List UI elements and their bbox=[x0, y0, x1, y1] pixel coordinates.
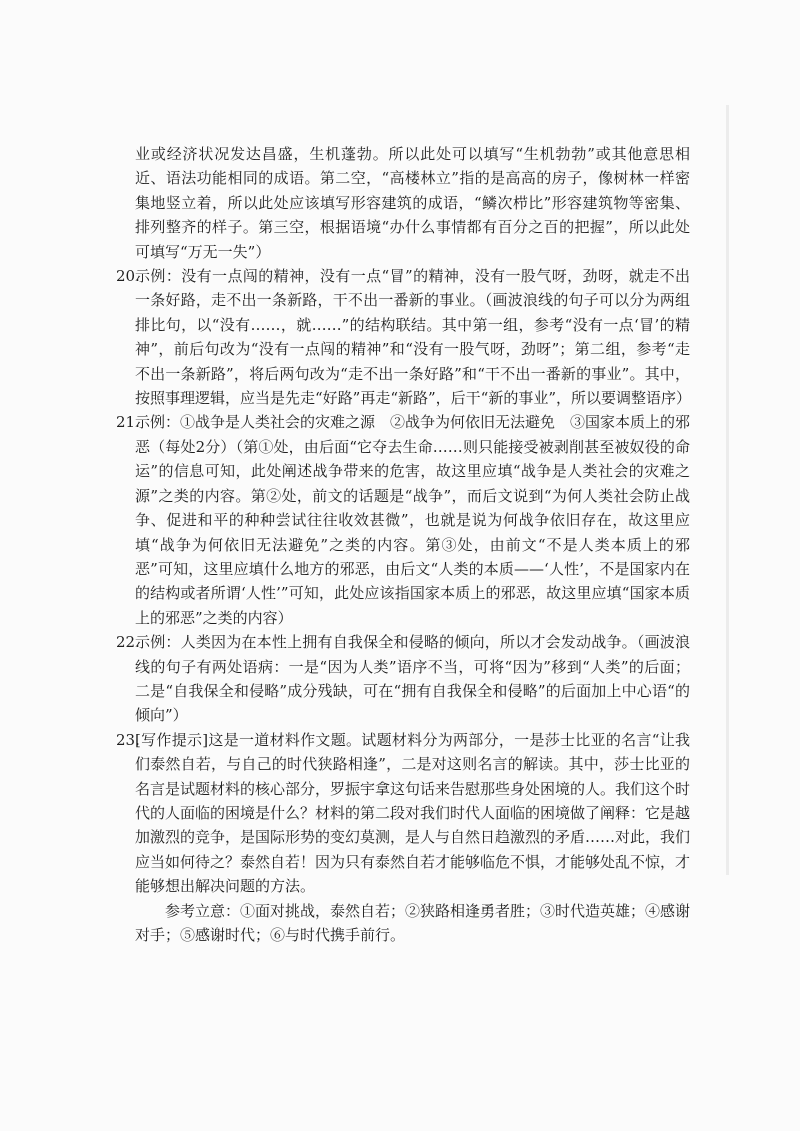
item-number: 23. bbox=[116, 730, 140, 749]
item-text: [写作提示]这是一道材料作文题。试题材料分为两部分，一是莎士比亚的名言“让我们泰然自若，与自己的时代狭路相逢”，二是对这则名言的解读。其中，莎士比亚的名言是试题材料的核心部分，罗振宇拿这句话来告慰那些身处困境的人。我们这个时代的人面临的困境是什么？材料的第二段对我们时代人面临的困境做了阐释：它是越加激烈的竞争，是国际形势的变幻莫测，是人与自然日趋激烈的矛盾……对此，我们应当如何待之？泰然自若！因为只有泰然自若才能够临危不惧，才能够处乱不惊，才能够想出解决问题的方法。 bbox=[135, 730, 691, 896]
answer-item-20 bbox=[118, 264, 690, 410]
item-number: 22. bbox=[116, 633, 140, 652]
continuation-paragraph: 业或经济状况发达昌盛，生机蓬勃。所以此处可以填写“生机勃勃”或其他意思相近、语法功能相同的成语。第二空，“高楼林立”指的是高高的房子，像树林一样密集地竖立着，所以此处应该填写形容建筑的成语，“鳞次栉比”形容建筑物等密集、排列整齐的样子。第三空，根据语境“办什么事情都有百分之百的把握”，所以此处可填写“万无一失”） bbox=[135, 145, 690, 261]
answer-text-block bbox=[118, 142, 690, 947]
answer-item-21 bbox=[118, 410, 690, 630]
item-text: 示例：没有一点闯的精神，没有一点“冒”的精神，没有一股气呀，劲呀，就走不出一条好路，走不出一条新路，干不出一番新的事业。（画波浪线的句子可以分为两组排比句，以“没有……，就……”的结构联结。其中第一组，参考“没有一点‘冒’的精神”，前后句改为“没有一点闯的精神”和“没有一股气呀，劲呀”；第二组，参考“走不出一条新路”，将后两句改为“走不出一条好路”和“干不出一番新的事业”。其中，按照事理逻辑，应当是先走“好路”再走“新路”，后干“新的事业”，所以要调整语序） bbox=[135, 267, 692, 408]
item-number: 20. bbox=[116, 267, 140, 286]
answer-item-23 bbox=[118, 728, 690, 899]
item-text: 示例：①战争是人类社会的灾难之源 ②战争为何依旧无法避免 ③国家本质上的邪恶（每处2分）（第①处，由后面“它夺去生命……则只能接受被剥削甚至被奴役的命运”的信息可知，此处阐述战争带来的危害，故这里应填“战争是人类社会的灾难之源”之类的内容。第②处，前文的话题是“战争”，而后文说到“为何人类社会防止战争、促进和平的种种尝试往往收效甚微”，也就是说为何战争依旧存在，故这里应填“战争为何依旧无法避免”之类的内容。第③处，由前文“不是人类本质上的邪恶”可知，这里应填什么地方的邪恶，由后文“人类的本质——‘人性’，不是国家内在的结构或者所谓‘人性’”可知，此处应该指国家本质上的邪恶，故这里应填“国家本质上的邪恶”之类的内容） bbox=[135, 413, 691, 627]
page-edge-shadow bbox=[726, 105, 729, 875]
item-text: 示例：人类因为在本性上拥有自我保全和侵略的倾向，所以才会发动战争。（画波浪线的句子有两处语病：一是“因为人类”语序不当，可将“因为”移到“人类”的后面；二是“自我保全和侵略”成分残缺，可在“拥有自我保全和侵略”的后面加上中心语“的倾向”） bbox=[135, 633, 690, 725]
answer-item-22 bbox=[118, 630, 690, 728]
item-number: 21. bbox=[116, 413, 140, 432]
reference-ideas: 参考立意：①面对挑战，泰然自若；②狭路相逢勇者胜；③时代造英雄；④感谢对手；⑤感谢时代；⑥与时代携手前行。 bbox=[135, 901, 691, 944]
